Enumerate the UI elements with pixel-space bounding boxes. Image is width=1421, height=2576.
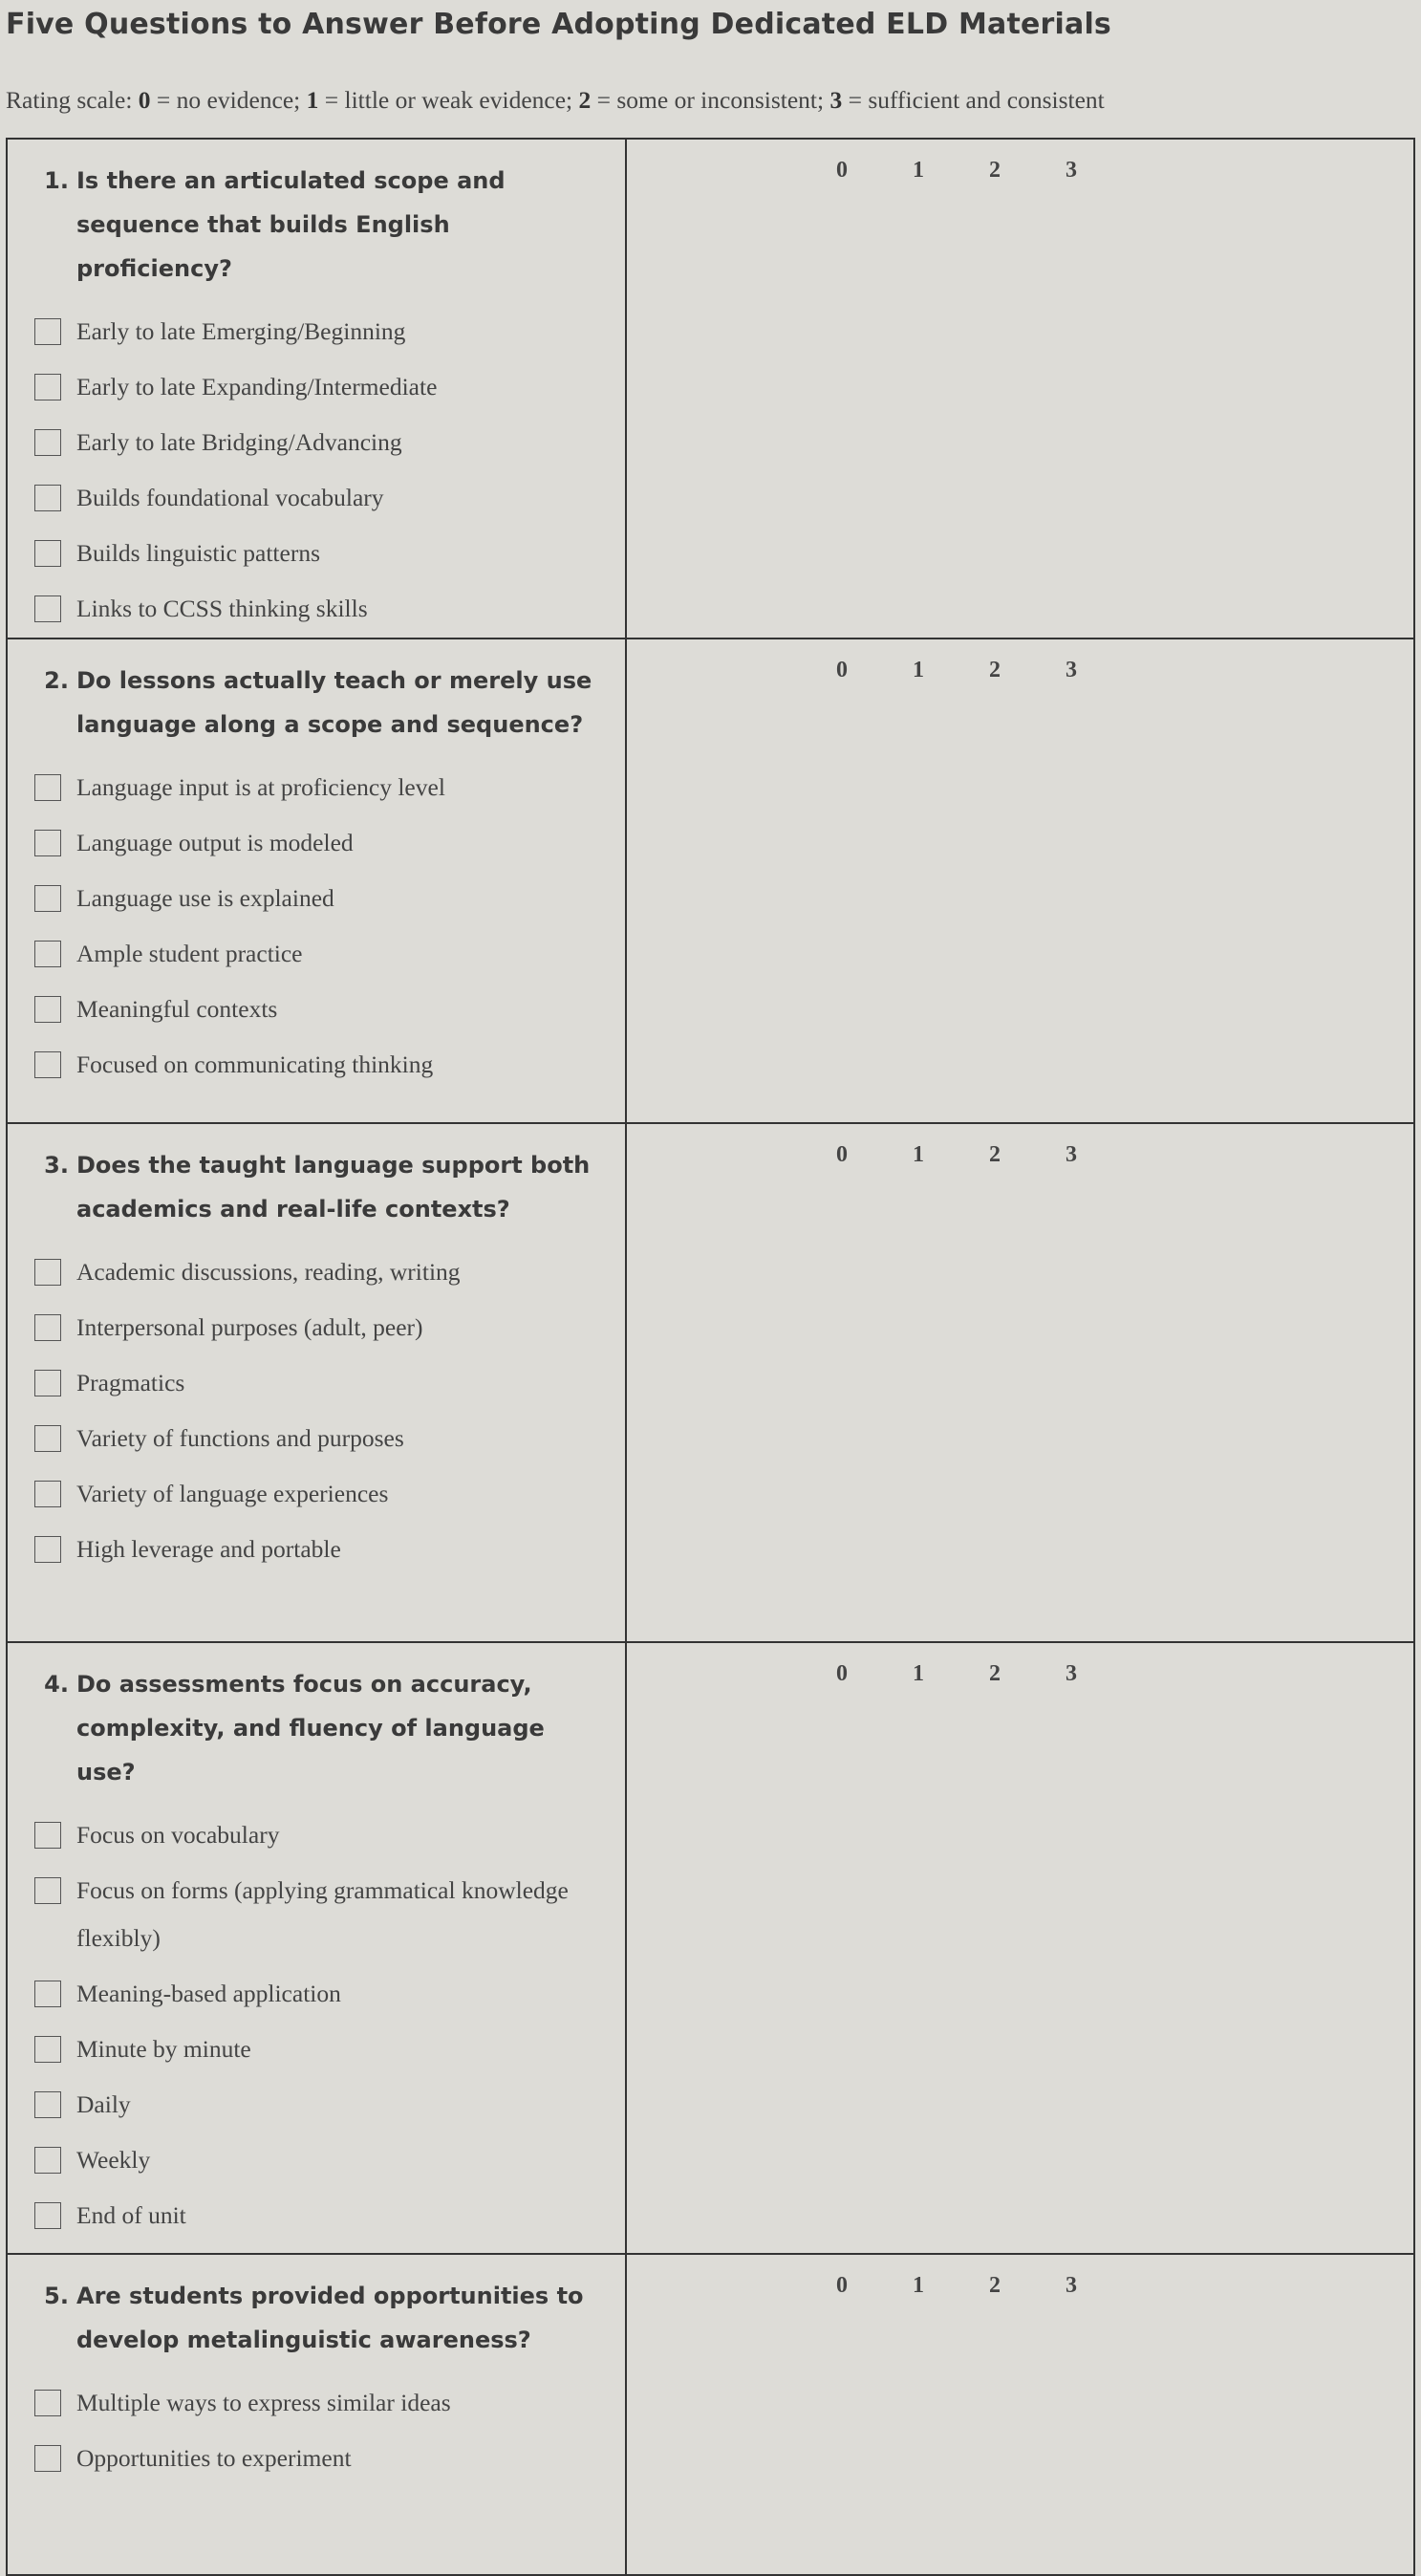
criteria-item [8, 764, 625, 812]
criteria-label: Opportunities to experiment [76, 2444, 352, 2472]
criteria-checkbox[interactable] [34, 2091, 61, 2118]
criteria-checkbox[interactable] [34, 595, 61, 622]
question-text: Do lessons actually teach or merely use language along a scope and sequence? [76, 667, 592, 738]
rating-cell [627, 1124, 1413, 1641]
criteria-label: Academic discussions, reading, writing [76, 1258, 461, 1286]
rating-options [836, 658, 1142, 683]
question-row [8, 2255, 1413, 2574]
criteria-item [8, 1811, 625, 1859]
criteria-label: End of unit [76, 2201, 186, 2229]
rating-cell [627, 1643, 1413, 2253]
criteria-item [8, 1526, 625, 1573]
rating-option[interactable]: 1 [913, 2273, 924, 2298]
criteria-label: Variety of language experiences [76, 1480, 389, 1507]
question-heading [8, 1662, 625, 1794]
question-number: 1. [44, 167, 69, 194]
question-number: 2. [44, 667, 69, 694]
rating-scale-label: Rating scale: [6, 86, 133, 114]
criteria-checkbox[interactable] [34, 1981, 61, 2007]
criteria-label: Multiple ways to express similar ideas [76, 2389, 451, 2416]
criteria-item [8, 2136, 625, 2184]
question-text: Is there an articulated scope and sequence that builds English proficiency? [76, 167, 506, 282]
criteria-label: Focused on communicating thinking [76, 1050, 434, 1078]
criteria-label: Meaningful contexts [76, 995, 278, 1023]
criteria-checkbox[interactable] [34, 885, 61, 912]
rating-scale-value: 3 [829, 86, 843, 114]
criteria-checkbox[interactable] [34, 1370, 61, 1396]
criteria-label: Focus on forms (applying grammatical knowledge flexibly) [76, 1876, 569, 1952]
rating-option[interactable]: 3 [1066, 158, 1077, 183]
criteria-item [8, 1867, 625, 1962]
rating-scale-value: 1 [306, 86, 319, 114]
question-criteria-cell [8, 2255, 627, 2574]
rating-scale-desc: = little or weak evidence; [318, 86, 573, 114]
rating-option[interactable]: 1 [913, 1142, 924, 1167]
rating-scale-value: 2 [578, 86, 592, 114]
criteria-label: Early to late Expanding/Intermediate [76, 373, 438, 400]
criteria-checkbox[interactable] [34, 540, 61, 567]
question-criteria-cell [8, 140, 627, 638]
question-heading [8, 659, 625, 747]
criteria-label: Variety of functions and purposes [76, 1424, 404, 1452]
criteria-checkbox[interactable] [34, 318, 61, 345]
criteria-item [8, 930, 625, 978]
criteria-checkbox[interactable] [34, 485, 61, 511]
rating-option[interactable]: 2 [989, 1142, 1001, 1167]
criteria-checkbox[interactable] [34, 1481, 61, 1507]
rating-option[interactable]: 3 [1066, 658, 1077, 682]
rating-scale-desc: = sufficient and consistent [842, 86, 1105, 114]
criteria-checkbox[interactable] [34, 1425, 61, 1452]
question-text: Are students provided opportunities to develop metalinguistic awareness? [76, 2283, 584, 2353]
rating-option[interactable]: 1 [913, 658, 924, 682]
rating-scale-desc: = some or inconsistent; [591, 86, 825, 114]
question-row [8, 1124, 1413, 1643]
criteria-checkbox[interactable] [34, 2202, 61, 2229]
rating-option[interactable]: 1 [913, 1661, 924, 1686]
criteria-label: Language use is explained [76, 884, 334, 912]
question-row [8, 639, 1413, 1124]
criteria-label: Focus on vocabulary [76, 1821, 280, 1849]
criteria-checkbox[interactable] [34, 830, 61, 856]
criteria-item [8, 1359, 625, 1407]
criteria-label: Language input is at proficiency level [76, 773, 445, 801]
criteria-item [8, 2025, 625, 2073]
questions-table [6, 138, 1415, 2576]
criteria-item [8, 985, 625, 1033]
criteria-item [8, 1304, 625, 1352]
criteria-checkbox[interactable] [34, 2445, 61, 2472]
criteria-label: Daily [76, 2090, 131, 2118]
criteria-checkbox[interactable] [34, 2390, 61, 2416]
criteria-checkbox[interactable] [34, 774, 61, 801]
criteria-label: Minute by minute [76, 2035, 251, 2063]
criteria-item [8, 419, 625, 466]
rating-option[interactable]: 0 [836, 658, 848, 682]
rating-options [836, 1142, 1142, 1168]
question-row [8, 140, 1413, 639]
criteria-label: Ample student practice [76, 940, 303, 967]
criteria-checkbox[interactable] [34, 1536, 61, 1563]
criteria-label: Interpersonal purposes (adult, peer) [76, 1313, 423, 1341]
question-number: 4. [44, 1671, 69, 1698]
rating-option[interactable]: 2 [989, 2273, 1001, 2298]
rating-cell [627, 2255, 1413, 2574]
criteria-item [8, 1470, 625, 1518]
question-number: 5. [44, 2283, 69, 2309]
criteria-label: Weekly [76, 2146, 151, 2174]
question-criteria-cell [8, 639, 627, 1122]
question-criteria-cell [8, 1124, 627, 1641]
criteria-checkbox[interactable] [34, 1314, 61, 1341]
criteria-checkbox[interactable] [34, 941, 61, 967]
rating-option[interactable]: 1 [913, 158, 924, 183]
criteria-item [8, 1970, 625, 2018]
rating-options [836, 2273, 1142, 2299]
criteria-item [8, 819, 625, 867]
rating-options [836, 158, 1142, 184]
criteria-item [8, 363, 625, 411]
criteria-label: Early to late Bridging/Advancing [76, 428, 402, 456]
rating-option[interactable]: 2 [989, 158, 1001, 183]
criteria-label: Links to CCSS thinking skills [76, 595, 368, 622]
criteria-checkbox[interactable] [34, 1051, 61, 1078]
criteria-checkbox[interactable] [34, 374, 61, 400]
criteria-item [8, 875, 625, 922]
criteria-checkbox[interactable] [34, 2036, 61, 2063]
question-heading [8, 1143, 625, 1231]
rating-option[interactable]: 0 [836, 1142, 848, 1167]
criteria-label: Language output is modeled [76, 829, 354, 856]
criteria-label: High leverage and portable [76, 1535, 341, 1563]
page-title: Five Questions to Answer Before Adopting Dedicated ELD Materials [6, 8, 1111, 41]
criteria-item [8, 2379, 625, 2427]
rating-option[interactable]: 2 [989, 1661, 1001, 1686]
question-text: Does the taught language support both academics and real-life contexts? [76, 1152, 591, 1223]
criteria-item [8, 1248, 625, 1296]
criteria-checkbox[interactable] [34, 2147, 61, 2174]
question-text: Do assessments focus on accuracy, complexity, and fluency of language use? [76, 1671, 545, 1786]
rating-option[interactable]: 0 [836, 2273, 848, 2298]
rating-option[interactable]: 3 [1066, 1661, 1077, 1686]
criteria-label: Meaning-based application [76, 1980, 341, 2007]
rating-scale-desc: = no evidence; [150, 86, 301, 114]
criteria-item [8, 1041, 625, 1089]
criteria-label: Builds linguistic patterns [76, 539, 320, 567]
rating-scale [6, 86, 1105, 115]
rating-scale-value: 0 [138, 86, 151, 114]
criteria-label: Early to late Emerging/Beginning [76, 317, 406, 345]
criteria-checkbox[interactable] [34, 429, 61, 456]
criteria-item [8, 1415, 625, 1462]
criteria-item [8, 585, 625, 633]
rating-option[interactable]: 0 [836, 158, 848, 183]
criteria-label: Pragmatics [76, 1369, 185, 1396]
rating-option[interactable]: 3 [1066, 2273, 1077, 2298]
question-heading [8, 159, 625, 291]
question-number: 3. [44, 1152, 69, 1179]
criteria-checkbox[interactable] [34, 996, 61, 1023]
criteria-item [8, 2081, 625, 2129]
criteria-item [8, 308, 625, 356]
question-criteria-cell [8, 1643, 627, 2253]
question-heading [8, 2274, 625, 2362]
rating-option[interactable]: 2 [989, 658, 1001, 682]
rating-cell [627, 639, 1413, 1122]
criteria-item [8, 530, 625, 577]
rating-cell [627, 140, 1413, 638]
criteria-item [8, 474, 625, 522]
criteria-label: Builds foundational vocabulary [76, 484, 384, 511]
criteria-checkbox[interactable] [34, 1259, 61, 1286]
rating-option[interactable]: 3 [1066, 1142, 1077, 1167]
rating-option[interactable]: 0 [836, 1661, 848, 1686]
question-row [8, 1643, 1413, 2255]
criteria-item [8, 2192, 625, 2240]
criteria-checkbox[interactable] [34, 1877, 61, 1904]
criteria-item [8, 2435, 625, 2482]
criteria-checkbox[interactable] [34, 1822, 61, 1849]
rating-options [836, 1661, 1142, 1687]
